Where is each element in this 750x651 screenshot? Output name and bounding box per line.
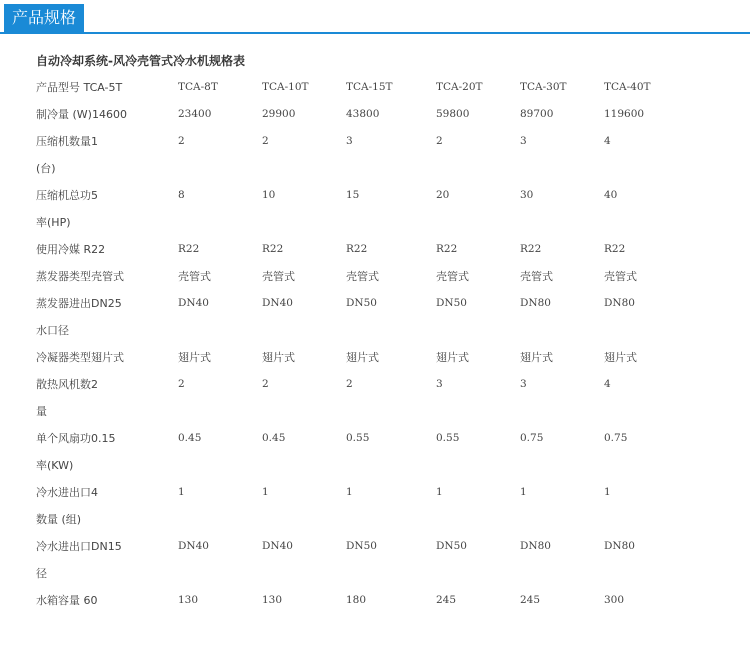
table-cell: R22 xyxy=(178,243,200,255)
table-row xyxy=(36,209,716,236)
table-cell: 3 xyxy=(520,135,527,147)
row-label: 压缩机总功5 xyxy=(36,189,98,202)
table-row xyxy=(36,155,716,182)
table-row xyxy=(36,398,716,425)
table-cell: 1 xyxy=(436,486,443,498)
table-row xyxy=(36,128,716,155)
table-row xyxy=(36,290,716,317)
table-cell: DN80 xyxy=(520,297,551,309)
table-cell: R22 xyxy=(346,243,368,255)
section-tab-label: 产品规格 xyxy=(4,4,84,32)
table-cell: 0.55 xyxy=(346,432,370,444)
row-label: 冷凝器类型翅片式 xyxy=(36,351,124,364)
row-label: 散热风机数2 xyxy=(36,378,98,391)
table-cell: DN50 xyxy=(436,540,467,552)
table-cell: 壳管式 xyxy=(436,270,469,283)
table-cell: 2 xyxy=(178,135,185,147)
table-cell: 40 xyxy=(604,189,618,201)
row-label: 使用冷媒 R22 xyxy=(36,243,106,256)
row-label: 水箱容量 60 xyxy=(36,594,98,607)
table-cell: 1 xyxy=(178,486,185,498)
table-cell: 3 xyxy=(520,378,527,390)
table-cell: 4 xyxy=(604,378,611,390)
table-cell: 43800 xyxy=(346,108,380,120)
row-label: 数量 (组) xyxy=(36,513,82,526)
table-cell: 翅片式 xyxy=(436,351,469,364)
row-label: 产品型号 TCA-5T xyxy=(36,81,123,94)
table-cell: 壳管式 xyxy=(346,270,379,283)
table-cell: 0.75 xyxy=(604,432,628,444)
row-label: 冷水进出口4 xyxy=(36,486,98,499)
table-cell: 59800 xyxy=(436,108,470,120)
table-cell: 3 xyxy=(346,135,353,147)
table-cell: 壳管式 xyxy=(178,270,211,283)
row-label: 冷水进出口DN15 xyxy=(36,540,122,553)
row-label: 压缩机数量1 xyxy=(36,135,98,148)
table-cell: 23400 xyxy=(178,108,212,120)
table-cell: 30 xyxy=(520,189,534,201)
table-cell: 1 xyxy=(262,486,269,498)
table-cell: 翅片式 xyxy=(520,351,553,364)
table-cell: 2 xyxy=(346,378,353,390)
table-cell: TCA-10T xyxy=(262,81,309,93)
table-row xyxy=(36,425,716,452)
table-cell: DN40 xyxy=(262,297,293,309)
row-label: 单个风扇功0.15 xyxy=(36,432,116,445)
table-cell: DN40 xyxy=(178,297,209,309)
table-cell: DN50 xyxy=(436,297,467,309)
table-cell: 3 xyxy=(436,378,443,390)
table-cell: TCA-30T xyxy=(520,81,567,93)
table-cell: 20 xyxy=(436,189,450,201)
table-cell: TCA-20T xyxy=(436,81,483,93)
row-label: 水口径 xyxy=(36,324,69,337)
table-cell: 2 xyxy=(262,135,269,147)
table-row xyxy=(36,182,716,209)
table-row xyxy=(36,506,716,533)
table-row xyxy=(36,452,716,479)
spec-table xyxy=(36,74,716,614)
table-cell: TCA-15T xyxy=(346,81,393,93)
row-label: 蒸发器类型壳管式 xyxy=(36,270,124,283)
table-cell: 1 xyxy=(520,486,527,498)
table-cell: 8 xyxy=(178,189,185,201)
table-cell: 4 xyxy=(604,135,611,147)
section-header xyxy=(0,0,750,34)
table-cell: DN50 xyxy=(346,297,377,309)
table-cell: 0.55 xyxy=(436,432,460,444)
table-row xyxy=(36,344,716,371)
table-cell: 2 xyxy=(262,378,269,390)
table-cell: DN40 xyxy=(178,540,209,552)
table-cell: DN80 xyxy=(604,297,635,309)
table-cell: 翅片式 xyxy=(178,351,211,364)
table-cell: 2 xyxy=(436,135,443,147)
table-cell: TCA-8T xyxy=(178,81,218,93)
table-row xyxy=(36,533,716,560)
table-cell: 180 xyxy=(346,594,367,606)
table-cell: 0.45 xyxy=(178,432,202,444)
row-label: 径 xyxy=(36,567,47,580)
table-row xyxy=(36,560,716,587)
table-cell: R22 xyxy=(436,243,458,255)
row-label: 制冷量 (W)14600 xyxy=(36,108,127,121)
row-label: (台) xyxy=(36,162,56,175)
table-cell: 壳管式 xyxy=(262,270,295,283)
table-cell: DN40 xyxy=(262,540,293,552)
table-cell: R22 xyxy=(520,243,542,255)
table-cell: 300 xyxy=(604,594,625,606)
table-cell: 0.75 xyxy=(520,432,544,444)
table-row xyxy=(36,479,716,506)
table-cell: 壳管式 xyxy=(604,270,637,283)
table-cell: 10 xyxy=(262,189,276,201)
table-cell: 0.45 xyxy=(262,432,286,444)
table-cell: DN50 xyxy=(346,540,377,552)
table-cell: TCA-40T xyxy=(604,81,651,93)
table-cell: 130 xyxy=(178,594,199,606)
table-cell: R22 xyxy=(604,243,626,255)
table-cell: 245 xyxy=(520,594,541,606)
table-row xyxy=(36,101,716,128)
table-row xyxy=(36,371,716,398)
table-cell: 2 xyxy=(178,378,185,390)
table-cell: DN80 xyxy=(520,540,551,552)
spec-table-title: 自动冷却系统-风冷壳管式冷水机规格表 xyxy=(36,54,245,68)
row-label: 蒸发器进出DN25 xyxy=(36,297,122,310)
table-cell: 翅片式 xyxy=(262,351,295,364)
table-cell: DN80 xyxy=(604,540,635,552)
table-cell: 29900 xyxy=(262,108,296,120)
table-row xyxy=(36,74,716,101)
table-cell: 89700 xyxy=(520,108,554,120)
table-row xyxy=(36,317,716,344)
table-cell: 1 xyxy=(604,486,611,498)
table-cell: 翅片式 xyxy=(604,351,637,364)
table-row xyxy=(36,236,716,263)
table-cell: 翅片式 xyxy=(346,351,379,364)
table-row xyxy=(36,263,716,290)
table-cell: 130 xyxy=(262,594,283,606)
table-cell: 壳管式 xyxy=(520,270,553,283)
table-cell: 15 xyxy=(346,189,360,201)
row-label: 率(HP) xyxy=(36,216,71,229)
table-cell: 119600 xyxy=(604,108,645,120)
table-cell: 1 xyxy=(346,486,353,498)
row-label: 率(KW) xyxy=(36,459,74,472)
table-cell: 245 xyxy=(436,594,457,606)
table-row xyxy=(36,587,716,614)
table-cell: R22 xyxy=(262,243,284,255)
row-label: 量 xyxy=(36,405,47,418)
